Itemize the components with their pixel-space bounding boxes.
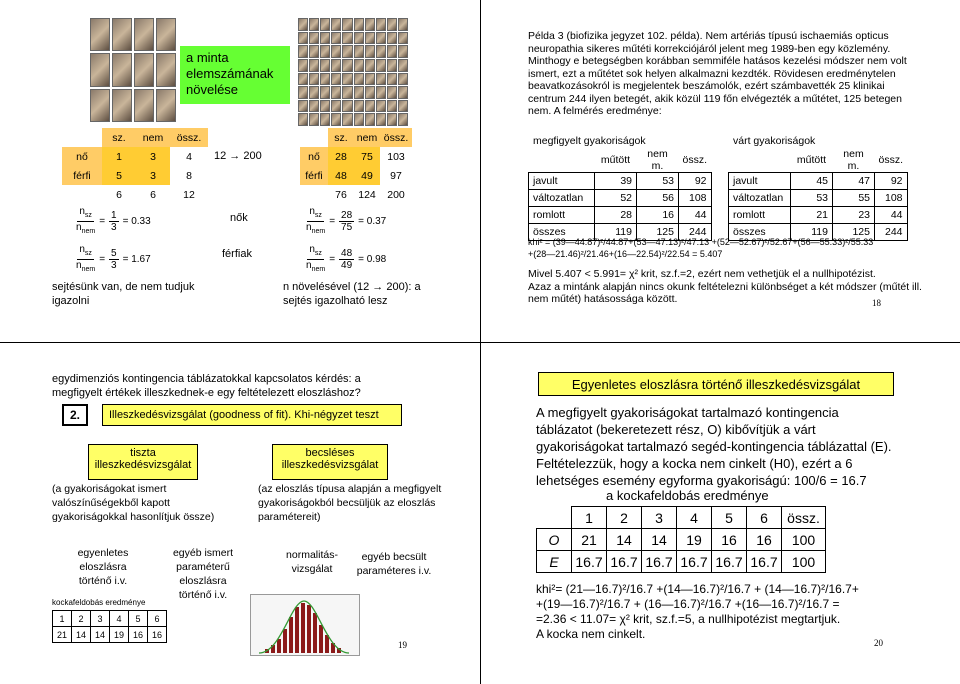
photo-collage-large <box>298 18 408 126</box>
page-number-20: 20 <box>874 638 883 648</box>
expected-title: várt gyakoriságok <box>733 135 816 147</box>
ratio-men-large: $\frac{n_{sz}}{n_{nem}}$ = $\frac{48}{49}$ = 0.98 <box>306 244 387 273</box>
item-known-param-fit: egyéb ismert paraméterű eloszlásra történő i.v. <box>172 547 234 601</box>
ratio-women-large: $\frac{n_{sz}}{n_{nem}}$ = $\frac{28}{75}$ = 0.37 <box>306 206 387 235</box>
slide-19 <box>0 342 480 684</box>
box-estimated-fit: becsléses illeszkedésvizsgálat <box>272 444 388 480</box>
item-estimated-param-fit: egyéb becsült paraméteres i.v. <box>356 551 432 577</box>
conclusion-left: sejtésünk van, de nem tudjuk igazolni <box>52 281 195 307</box>
desc-estimated-fit: (az eloszlás típusa alapján a megfigyelt gyakoriságokból becsüljük az eloszlás paramétereit) <box>258 483 442 523</box>
small-contingency-table: sz. nem össz. nő 1 3 4 férfi 5 3 8 6 6 12 <box>62 128 208 204</box>
ratio-men-small: $\frac{n_{sz}}{n_{nem}}$ = $\frac{5}{3}$ = 1.67 <box>76 244 151 273</box>
slide19-intro: egydimenziós kontingencia táblázatokkal kapcsolatos kérdés: a megfigyelt értékek illeszkednek-e egy feltételezett eloszláshoz? <box>52 373 361 399</box>
dice-frequency-table: 1 2 3 4 5 6 össz. O 21 14 14 19 16 16 100 E 16.7 16.7 16.7 16.7 16.7 16.7 100 <box>536 506 826 573</box>
uniform-fit-title: Egyenletes eloszlásra történő illeszkedésvizsgálat <box>538 372 894 396</box>
slide-20 <box>480 342 960 684</box>
khi-calc-20: khi²= (21—16.7)²/16.7 +(14—16.7)²/16.7 + (14—16.7)²/16.7+ +(19—16.7)²/16.7 + (16—16.7)²/16.7 +(16—16.7)²/16.7 = =2.36 < 11.07= χ² krit, sz.f.=5, a nullhipotézist megtartjuk. A kocka nem cinkelt. <box>536 582 859 641</box>
ratio-women-small: $\frac{n_{sz}}{n_{nem}}$ = $\frac{1}{3}$ = 0.33 <box>76 206 151 235</box>
desc-pure-fit: (a gyakoriságokat ismert valószínűségekből kapott gyakoriságokkal hasonlítjuk össze) <box>52 483 215 523</box>
dice-table-small: 1 2 3 4 5 6 21 14 14 19 16 16 <box>52 610 167 643</box>
khi-formula: khi² = (39—44.87)²/44.87+(53—47.13)²/47.13 +(52—52.67)²/52.67+(56—55.33)²/55.33 +(28—21.46)²/21.46+(16—22.54)²/22.54 = 5.407 <box>528 237 874 259</box>
uniform-fit-body: A megfigyelt gyakoriságokat tartalmazó kontingencia táblázatot (bekeretezett rész, O) kibővítjük a várt gyakoriságokat tartalmazó segéd-kontingencia táblázattal (E). Feltételezzük, hogy a kocka nem cinkelt (H0), ezért a 6 lehetséges esemény egyforma gyakoriságú: 100/6 = 16.7 <box>536 405 892 488</box>
photo-collage-small <box>90 18 176 122</box>
item-normality-test: normalitás-vizsgálat <box>286 549 338 575</box>
slide-18 <box>480 0 960 342</box>
normality-histogram <box>250 594 360 656</box>
label-men: férfiak <box>222 248 252 260</box>
observed-title: megfigyelt gyakoriságok <box>533 135 646 147</box>
conclusion-18: Mivel 5.407 < 5.991= χ² krit, sz.f.=2, ezért nem vethetjük el a nullhipotézist. Azaz a mintánk alapján nincs okunk feltételezni különbséget a két módszer (műtét ill. nem műtét) hatásossága között. <box>528 268 922 305</box>
page-number-19: 19 <box>398 640 407 650</box>
large-contingency-table: sz. nem össz. nő 28 75 103 férfi 48 49 97 76 124 200 <box>300 128 412 204</box>
observed-table: műtött nem m. össz. javult 39 53 92 változatlan 52 56 108 romlott 28 16 44 összes 119 125 244 <box>528 148 712 241</box>
page-number-18: 18 <box>872 298 881 308</box>
expected-table: műtött nem m. össz. javult 45 47 92 változatlan 53 55 108 romlott 21 23 44 összes 119 125 244 <box>728 148 908 241</box>
section-number-badge: 2. <box>62 404 88 426</box>
dice-table-title: a kockafeldobás eredménye <box>606 488 769 503</box>
goodness-of-fit-banner: Illeszkedésvizsgálat (goodness of fit). Khi-négyzet teszt <box>102 404 402 426</box>
dice-caption: kockafeldobás eredménye <box>52 598 146 607</box>
item-uniform-fit: egyenletes eloszlásra történő i.v. <box>77 547 129 587</box>
arrow-label: 12 → 200 <box>214 150 262 162</box>
sample-size-title: a minta elemszámának növelése <box>180 46 290 104</box>
slide-17 <box>0 0 480 342</box>
example-intro: Példa 3 (biofizika jegyzet 102. példa). Nem artériás típusú ischaemiás opticus neuropathia sikeres műtéti korrekciójáról jelent meg 1989-ben egy közlemény. Minthogy e betegségben korábban semmiféle hatásos kezelési módszer nem volt ismert, ezt a műtétet sok helyen alkalmazni kezdték. Rövidesen eredménytelen beavatkozásokról is megjelentek beszámolók, ezért számbavették 25 klinikai centrum 244 ilyen betegét, akik közül 119 főn elvégezték a műtétet, 125 betegen nem. A felmérés eredménye: <box>528 30 907 117</box>
box-pure-fit: tiszta illeszkedésvizsgálat <box>88 444 198 480</box>
label-women: nők <box>230 212 248 224</box>
conclusion-right: n növelésével (12 → 200): a sejtés igazolható lesz <box>283 281 421 307</box>
